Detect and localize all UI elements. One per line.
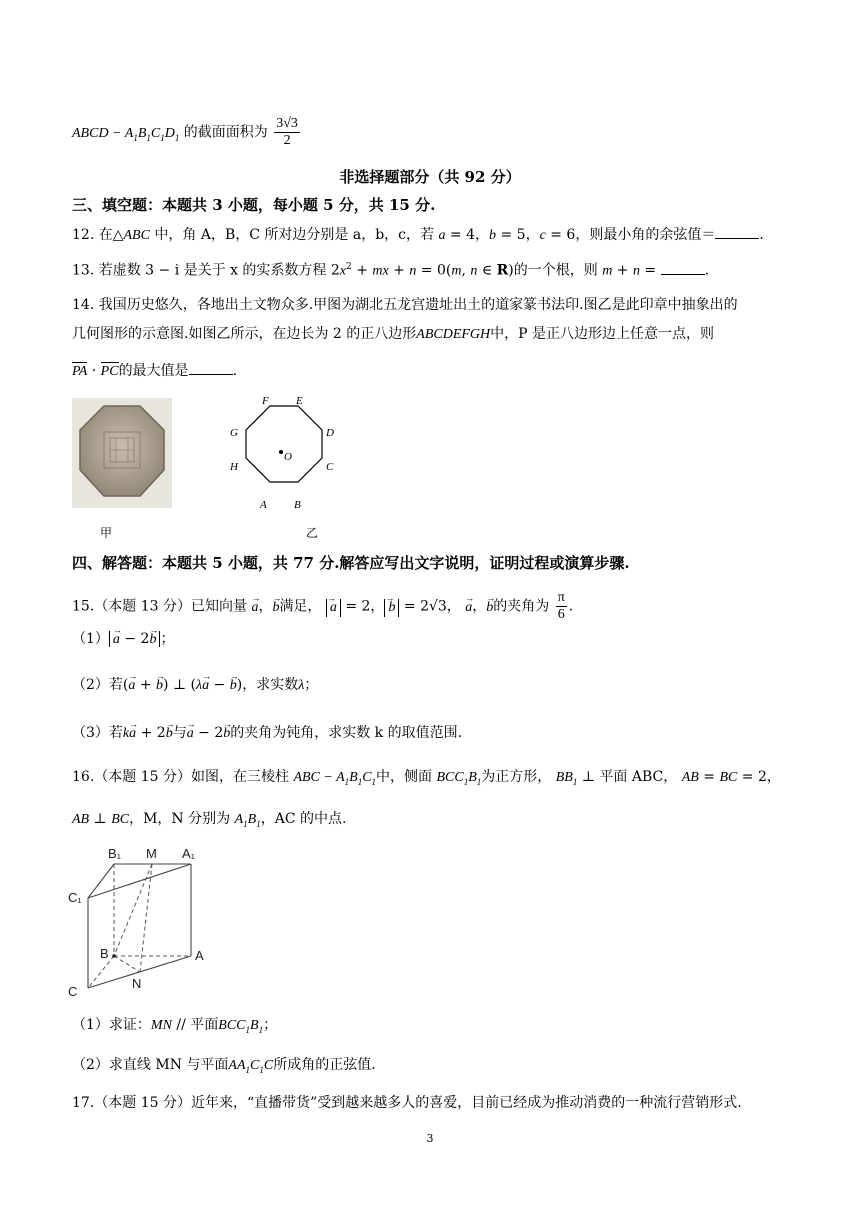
- q11-answer-fraction: $\frac{3√3}{2}$: [276, 116, 298, 148]
- label-C: C: [326, 461, 334, 473]
- angle-fraction: $\frac{\pi}{6}$: [557, 590, 565, 622]
- figure-caption-yi: 乙: [306, 526, 319, 540]
- svg-text:B₁: B₁: [108, 846, 122, 861]
- label-E: E: [296, 395, 303, 407]
- question-16-line1: 16.（本题 15 分）如图，在三棱柱 ABC − $A_1B_1C_1$中，侧面 $BCC_1B_1$为正方形， $BB_1$ ⊥ 平面 ABC， AB = BC = 2，: [72, 769, 781, 787]
- question-13: 13. 若虚数 3 − i 是关于 x 的实系数方程 $2x^2$ + mx + n = 0(m, n ∈ R)的一个根，则 m + n = .: [72, 258, 709, 281]
- svg-text:B: B: [100, 946, 109, 961]
- label-G: G: [230, 427, 238, 439]
- svg-text:C₁: C₁: [68, 890, 82, 905]
- question-14-line1: 14. 我国历史悠久，各地出土文物众多.甲图为湖北五龙宫遗址出土的道家篆书法印.图乙是此印章中抽象出的: [72, 297, 738, 313]
- answer-blank: [715, 224, 759, 239]
- label-F: F: [262, 395, 269, 407]
- svg-text:N: N: [132, 976, 142, 991]
- question-16-part1: （1）求证：MN // 平面$BCC_1B_1$；: [72, 1017, 278, 1035]
- svg-text:A: A: [195, 948, 204, 963]
- section-nonchoice-title: 非选择题部分（共 92 分）: [339, 168, 521, 186]
- question-17-stem: 17.（本题 15 分）近年来，“直播带货”受到越来越多人的喜爱，目前已经成为推动消费的一种流行营销形式.: [72, 1095, 742, 1111]
- label-D: D: [326, 427, 334, 439]
- q11-tail: ABCD − $A_1B_1C_1D_1$ 的截面面积为 $\frac{3√3}{2}$: [72, 116, 298, 148]
- section4-title: 四、解答题：本题共 5 小题，共 77 分.解答应写出文字说明，证明过程或演算步骤.: [72, 554, 630, 572]
- svg-text:C: C: [68, 984, 78, 999]
- octagon-diagram: [222, 392, 342, 512]
- question-12: 12. 在△ABC 中，角 A，B，C 所对边分别是 a，b，c，若 a = 4，b = 5，c = 6，则最小角的余弦值＝ .: [72, 224, 764, 245]
- question-14-line2: 几何图形的示意图.如图乙所示，在边长为 2 的正八边形ABCDEFGH中，P 是正八边形边上任意一点，则: [72, 326, 715, 342]
- label-H: H: [230, 461, 238, 473]
- question-16-line2: AB ⊥ BC，M，N 分别为 $A_1B_1$，AC 的中点.: [72, 811, 347, 829]
- svg-text:A₁: A₁: [182, 846, 196, 861]
- figure-caption-jia: 甲: [100, 526, 113, 540]
- question-15-part2: （2）若(→ a + → b) ⊥ (λ→ a − → b)，求实数λ；: [72, 676, 318, 695]
- label-O: O: [284, 451, 292, 463]
- seal-photo: [72, 398, 172, 508]
- section3-title: 三、填空题：本题共 3 小题，每小题 5 分，共 15 分.: [72, 196, 436, 214]
- answer-blank: [189, 360, 233, 375]
- prism-diagram: [66, 842, 226, 1000]
- question-15-part1: （1）→ a − 2→ b ；: [72, 630, 174, 649]
- question-14-line3: PA · PC的最大值是 .: [72, 360, 237, 381]
- page-number: 3: [426, 1132, 434, 1145]
- label-A: A: [260, 499, 267, 511]
- answer-blank: [661, 260, 705, 275]
- label-B: B: [294, 499, 301, 511]
- question-16-part2: （2）求直线 MN 与平面$AA_1C_1C$所成角的正弦值.: [72, 1057, 376, 1075]
- svg-text:M: M: [146, 846, 157, 861]
- question-15-part3: （3）若k→ a + 2→ b与→ a − 2→ b的夹角为钝角，求实数 k 的取值范围.: [72, 724, 462, 743]
- question-15-stem: 15.（本题 13 分）已知向量 → a，→ b满足， → a = 2，→ b = 2√3， → a，→ b的夹角为 $\frac{\pi}{6}$ .: [72, 590, 573, 623]
